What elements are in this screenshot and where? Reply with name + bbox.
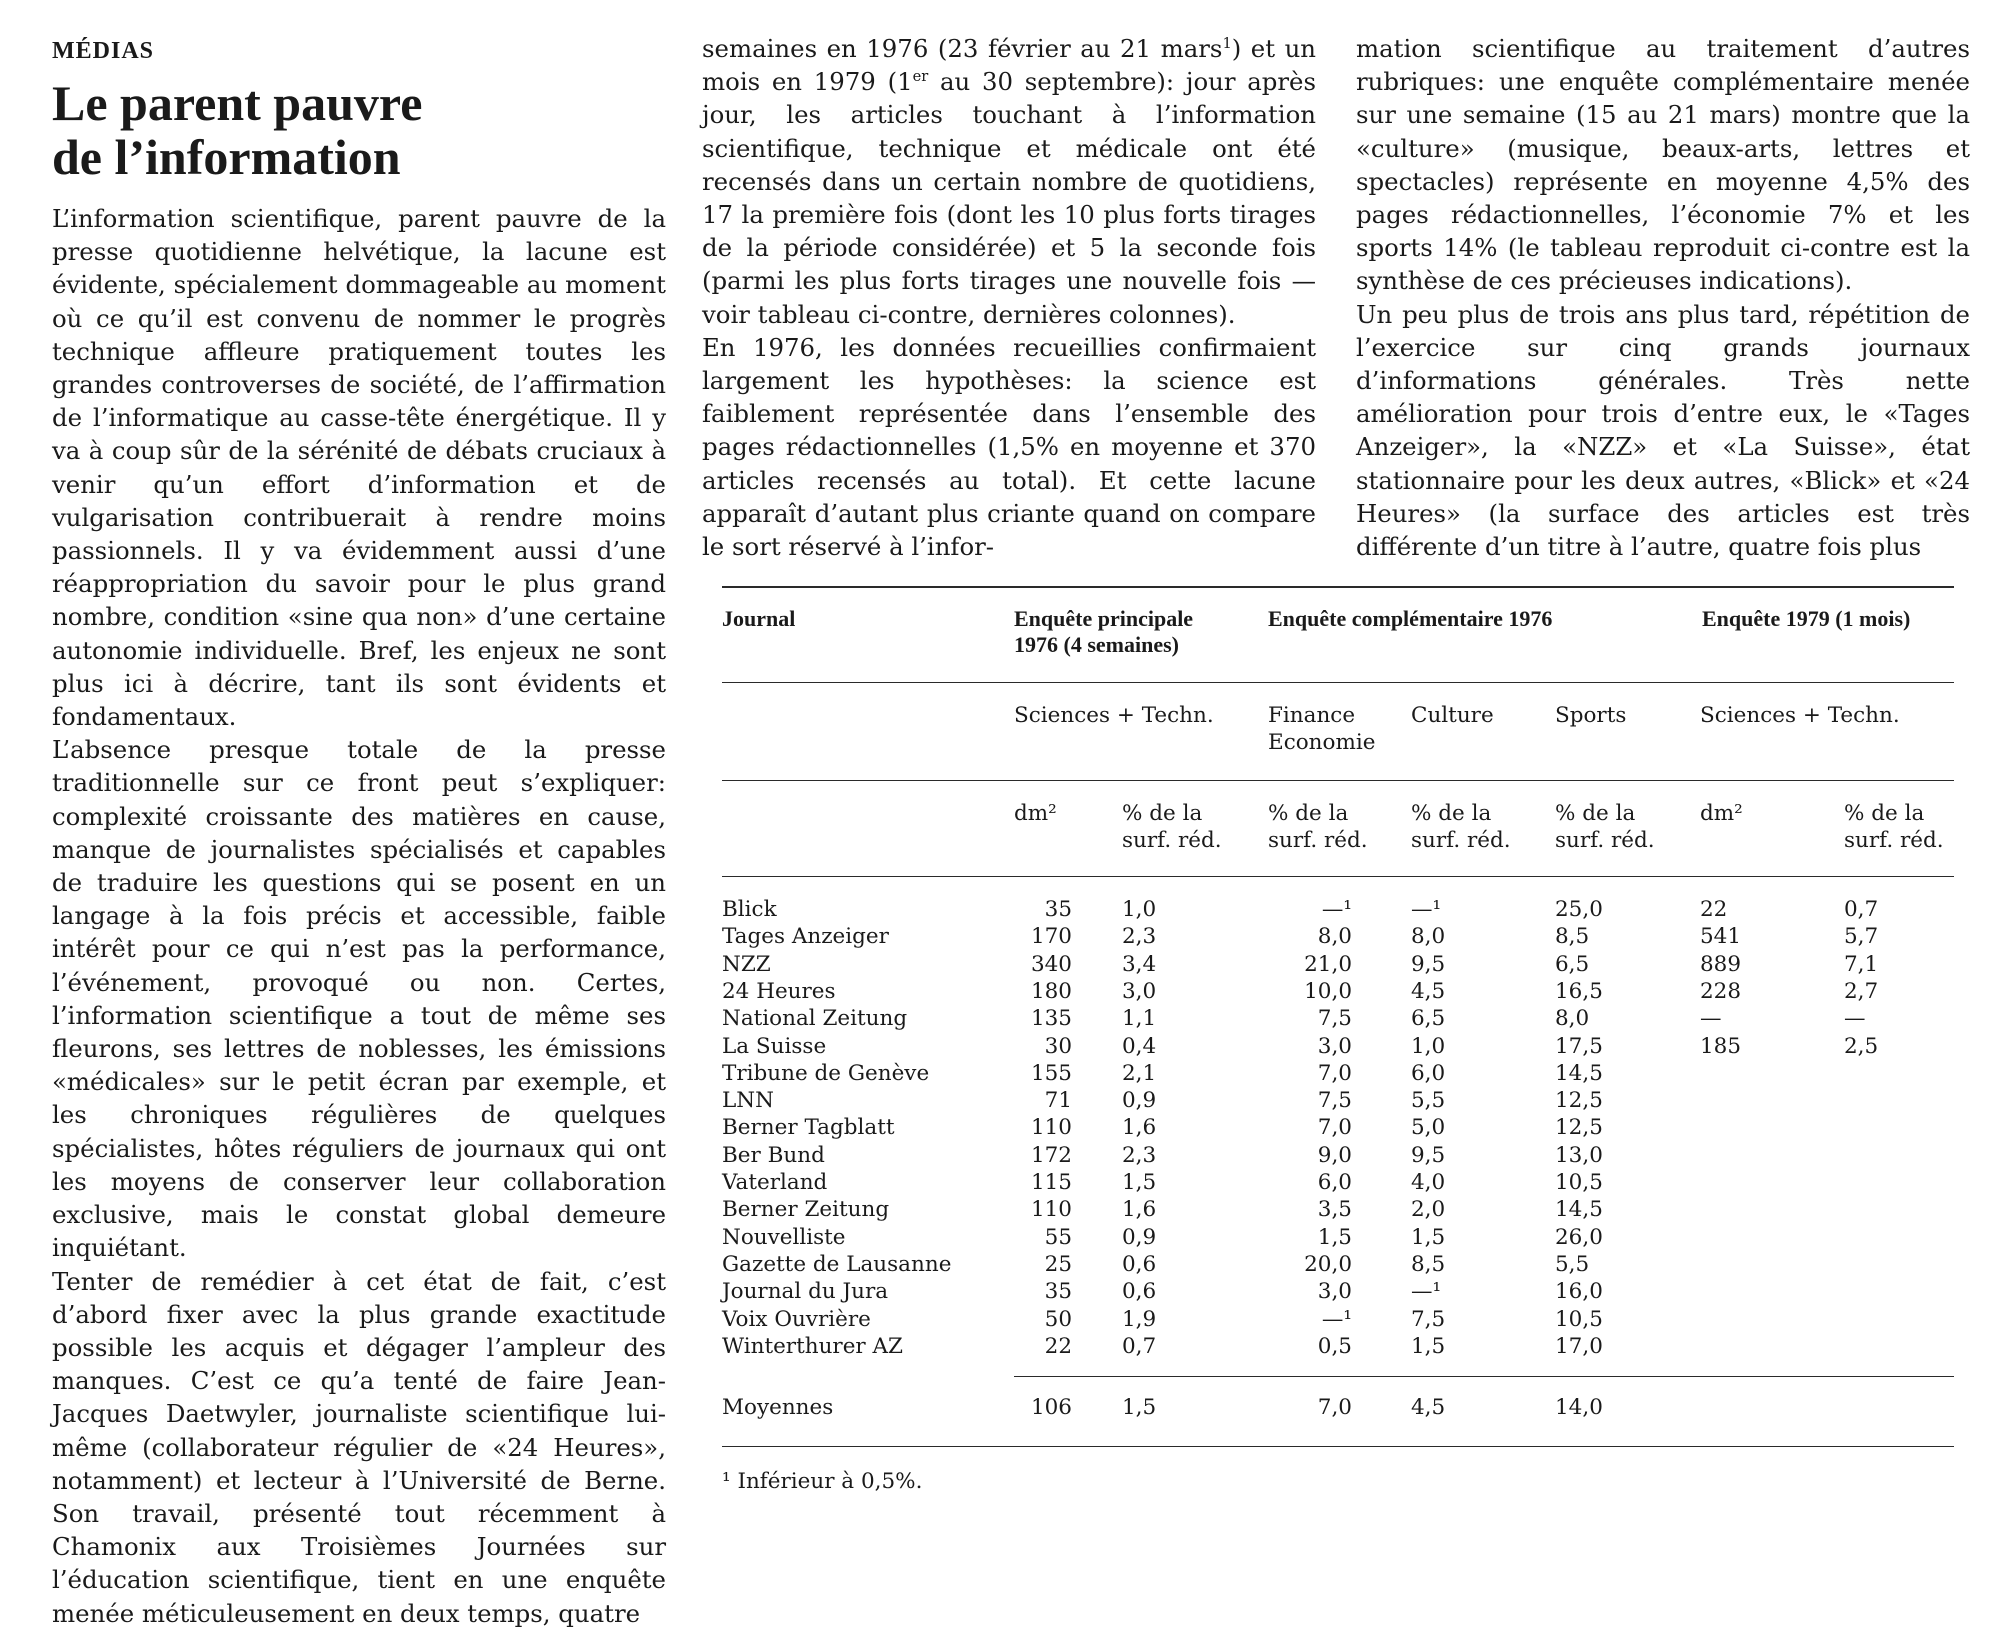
- cell-sports: 17,0: [1555, 1333, 1603, 1359]
- cell-sports: 12,5: [1555, 1088, 1603, 1114]
- cell-pct-1979: 5,7: [1844, 924, 1879, 950]
- cell-dm-1976: 50: [1044, 1306, 1072, 1332]
- unit-percent: [1555, 800, 1655, 854]
- cell-sports: 14,5: [1555, 1060, 1603, 1086]
- table-row: [722, 951, 1954, 978]
- cell-sports: 13,0: [1555, 1142, 1603, 1168]
- paragraph: L’absence presque totale de la presse traditionnelle sur ce front peut s’expliquer: complexité croissante des matières en cause, manque de journalistes spécialisés et capables de traduire les questions qui se posent en un langage à la fois précis et accessible, faible intérêt pour ce qui n’est pas la performance, l’événement, provoqué ou non. Certes, l’information scientifique a tout de même ses fleurons, ses lettres de noblesses, les émissions «médicales» sur le petit écran par exemple, et les chroniques régulières de quelques spécialistes, hôtes réguliers de journaux qui ont les moyens de conserver leur collaboration exclusive, mais le constat global demeure inquiétant.: [52, 735, 666, 1263]
- footnote-ref: 1: [1222, 34, 1232, 52]
- cell-finance: 8,0: [1317, 924, 1352, 950]
- cell-dm-1976: 110: [1030, 1197, 1072, 1223]
- article-column-2: [702, 32, 1316, 563]
- paragraph: L’information scientifique, parent pauvre de la presse quotidienne helvétique, la lacune est évidente, spécialement dommageable au moment où ce qu’il est convenu de nommer le progrès technique affleure pratiquement toutes les grandes controverses de société, de l’affirmation de l’informatique au casse-tête énergétique. Il y va à coup sûr de la sérénité de débats cruciaux à venir qu’un effort d’information et de vulgarisation contribuerait à rendre moins passionnels. Il y va évidemment aussi d’une réappropriation du savoir pour le plus grand nombre, condition «sine qua non» d’une certaine autonomie individuelle. Bref, les enjeux ne sont plus ici à décrire, tant ils sont évidents et fondamentaux.: [52, 204, 666, 732]
- cell-pct-1976: 0,7: [1122, 1333, 1157, 1359]
- cell-dm-1976: 22: [1044, 1333, 1072, 1359]
- cell-culture: 4,0: [1411, 1170, 1446, 1195]
- unit-line-1: % de la: [1268, 801, 1349, 826]
- cell-sports: 25,0: [1555, 897, 1603, 922]
- subheader-sports: Sports: [1555, 703, 1627, 728]
- section-label: MÉDIAS: [52, 38, 155, 64]
- table-footnote: ¹ Inférieur à 0,5%.: [722, 1469, 923, 1494]
- cell-journal: Blick: [722, 897, 777, 922]
- header-1979-survey: Enquête 1979 (1 mois): [1702, 606, 1911, 631]
- cell-dm-1976: 30: [1044, 1033, 1072, 1059]
- cell-culture: —¹: [1411, 897, 1442, 922]
- cell-finance: 20,0: [1304, 1251, 1352, 1277]
- header-journal: Journal: [722, 606, 796, 631]
- paragraph: Un peu plus de trois ans plus tard, répétition de l’exercice sur cinq grands journaux d’informations générales. Très nette amélioration pour trois d’entre eux, le «Tages Anzeiger», la «NZZ» et «La Suisse», état stationnaire pour les deux autres, «Blick» et «24 Heures» (la surface des articles est très différente d’un titre à l’autre, quatre fois plus: [1356, 299, 1970, 562]
- table-rule: [722, 780, 1954, 781]
- cell-journal: Berner Tagblatt: [722, 1115, 895, 1141]
- article-column-1: [52, 32, 666, 1630]
- table-row: [722, 1306, 1954, 1333]
- unit-percent: [1268, 800, 1368, 854]
- subheader-finance-line-2: Economie: [1268, 730, 1376, 755]
- cell-culture: 4,5: [1411, 978, 1446, 1004]
- unit-line-2: surf. réd.: [1268, 828, 1368, 853]
- cell-pct-1979: —: [1844, 1006, 1866, 1032]
- cell-journal: National Zeitung: [722, 1006, 908, 1032]
- cell-culture: —¹: [1411, 1279, 1442, 1305]
- cell-dm-1976: 180: [1030, 978, 1072, 1004]
- cell-journal: Tages Anzeiger: [722, 924, 889, 950]
- unit-line-1: % de la: [1122, 801, 1203, 826]
- cell-sports: 8,0: [1555, 1006, 1590, 1032]
- cell-culture: 1,0: [1411, 1033, 1446, 1059]
- cell-journal: Journal du Jura: [722, 1279, 889, 1305]
- unit-line-2: surf. réd.: [1844, 828, 1944, 853]
- cell-journal: NZZ: [722, 951, 771, 977]
- unit-line-1: % de la: [1555, 801, 1636, 826]
- cell-dm-1976: 170: [1030, 924, 1072, 950]
- cell-culture: 8,5: [1411, 1251, 1446, 1277]
- cell-pct-1976: 1,0: [1122, 897, 1157, 922]
- cell-sports: 14,5: [1555, 1197, 1603, 1223]
- text-run: semaines en 1976 (23 février au 21 mars: [702, 34, 1223, 63]
- table-row: [722, 923, 1954, 950]
- cell-finance: 9,0: [1317, 1142, 1352, 1168]
- cell-pct-1979: 7,1: [1844, 951, 1879, 977]
- table-rule: [722, 682, 1954, 683]
- unit-dm: dm²: [1700, 801, 1743, 826]
- cell-finance: —¹: [1321, 1306, 1352, 1332]
- cell-pct-1976: 1,6: [1122, 1197, 1157, 1223]
- cell-dm-1976: 55: [1044, 1224, 1072, 1250]
- unit-percent: [1411, 800, 1511, 854]
- table-rule: [722, 1446, 1954, 1447]
- cell-finance: 3,0: [1317, 1033, 1352, 1059]
- table-row: [722, 1278, 1954, 1305]
- cell-sports: 8,5: [1555, 924, 1590, 950]
- headline: [52, 76, 666, 184]
- cell-finance: 3,5: [1317, 1197, 1352, 1223]
- cell-pct-1976: 0,6: [1122, 1251, 1157, 1277]
- cell-dm-1976: 25: [1044, 1251, 1072, 1277]
- unit-dm: dm²: [1014, 801, 1057, 826]
- cell-culture: 8,0: [1411, 924, 1446, 950]
- cell-finance: 7,0: [1317, 1060, 1352, 1086]
- average-sports: 14,0: [1555, 1395, 1603, 1420]
- headline-line-1: Le parent pauvre: [52, 75, 423, 131]
- cell-dm-1976: 115: [1030, 1170, 1072, 1195]
- cell-dm-1979: 228: [1700, 978, 1742, 1004]
- ordinal-suffix: er: [912, 68, 929, 86]
- table-rule: [1014, 1376, 1954, 1377]
- cell-sports: 5,5: [1555, 1251, 1590, 1277]
- text-run: au 30 septembre): jour après jour, les articles touchant à l’information scientifique, technique et médicale ont été recensés dans un certain nombre de quotidiens, 17 la première fois (dont les 10 plus forts tirages de la période considérée) et 5 la seconde fois (parmi les plus forts tirages une nouvelle fois — voir tableau ci-contre, dernières colonnes).: [702, 67, 1316, 329]
- cell-dm-1976: 110: [1030, 1115, 1072, 1141]
- table-row: [722, 1005, 1954, 1032]
- cell-finance: 10,0: [1304, 978, 1352, 1004]
- cell-culture: 9,5: [1411, 1142, 1446, 1168]
- cell-culture: 1,5: [1411, 1333, 1446, 1359]
- cell-dm-1979: 22: [1700, 897, 1728, 922]
- cell-journal: Gazette de Lausanne: [722, 1251, 952, 1277]
- cell-culture: 9,5: [1411, 951, 1446, 977]
- cell-sports: 17,5: [1555, 1033, 1603, 1059]
- cell-finance: 6,0: [1317, 1170, 1352, 1195]
- cell-dm-1976: 71: [1044, 1088, 1072, 1114]
- cell-pct-1979: 2,5: [1844, 1033, 1879, 1059]
- cell-dm-1976: 155: [1030, 1060, 1072, 1086]
- cell-finance: 21,0: [1304, 951, 1352, 977]
- unit-line-2: surf. réd.: [1411, 828, 1511, 853]
- cell-pct-1976: 0,6: [1122, 1279, 1157, 1305]
- cell-journal: Nouvelliste: [722, 1224, 846, 1250]
- table-row: [722, 896, 1954, 923]
- table-row: [722, 1224, 1954, 1251]
- cell-sports: 16,0: [1555, 1279, 1603, 1305]
- table-row: [722, 1060, 1954, 1087]
- cell-culture: 6,0: [1411, 1060, 1446, 1086]
- header-complementary-survey: Enquête complémentaire 1976: [1268, 606, 1553, 631]
- header-main-line-2: 1976 (4 semaines): [1014, 632, 1179, 657]
- cell-finance: 7,0: [1317, 1115, 1352, 1141]
- cell-pct-1976: 0,9: [1122, 1224, 1157, 1250]
- cell-dm-1976: 135: [1030, 1006, 1072, 1032]
- subheader-finance-line-1: Finance: [1268, 703, 1356, 728]
- cell-culture: 6,5: [1411, 1006, 1446, 1032]
- cell-pct-1976: 1,9: [1122, 1306, 1157, 1332]
- cell-sports: 12,5: [1555, 1115, 1603, 1141]
- unit-line-2: surf. réd.: [1122, 828, 1222, 853]
- cell-culture: 1,5: [1411, 1224, 1446, 1250]
- cell-dm-1976: 35: [1044, 897, 1072, 922]
- cell-culture: 5,5: [1411, 1088, 1446, 1114]
- cell-dm-1979: 541: [1700, 924, 1742, 950]
- cell-sports: 10,5: [1555, 1306, 1603, 1332]
- cell-finance: 1,5: [1317, 1224, 1352, 1250]
- cell-journal: Voix Ouvrière: [722, 1306, 871, 1332]
- cell-journal: Vaterland: [722, 1170, 828, 1195]
- cell-pct-1976: 1,1: [1122, 1006, 1157, 1032]
- cell-dm-1979: 889: [1700, 951, 1742, 977]
- cell-culture: 5,0: [1411, 1115, 1446, 1141]
- cell-pct-1979: 2,7: [1844, 978, 1879, 1004]
- cell-pct-1976: 1,5: [1122, 1170, 1157, 1195]
- subheader-culture: Culture: [1411, 703, 1494, 728]
- table-row: [722, 1087, 1954, 1114]
- cell-finance: 7,5: [1317, 1006, 1352, 1032]
- cell-journal: LNN: [722, 1088, 774, 1114]
- cell-journal: Berner Zeitung: [722, 1197, 890, 1223]
- cell-journal: Ber Bund: [722, 1142, 825, 1168]
- cell-finance: —¹: [1321, 897, 1352, 922]
- cell-sports: 6,5: [1555, 951, 1590, 977]
- cell-journal: 24 Heures: [722, 978, 836, 1004]
- cell-culture: 2,0: [1411, 1197, 1446, 1223]
- table-row: [722, 1033, 1954, 1060]
- table-row: [722, 1251, 1954, 1278]
- cell-dm-1976: 172: [1030, 1142, 1072, 1168]
- cell-journal: La Suisse: [722, 1033, 827, 1059]
- table-row: [722, 1333, 1954, 1360]
- table-row: [722, 1196, 1954, 1223]
- headline-line-2: de l’information: [52, 129, 401, 185]
- average-culture: 4,5: [1411, 1395, 1446, 1420]
- cell-pct-1976: 0,4: [1122, 1033, 1157, 1059]
- unit-percent: [1844, 800, 1944, 854]
- unit-line-2: surf. réd.: [1555, 828, 1655, 853]
- cell-finance: 0,5: [1317, 1333, 1352, 1359]
- cell-pct-1976: 3,0: [1122, 978, 1157, 1004]
- cell-finance: 7,5: [1317, 1088, 1352, 1114]
- paragraph: mation scientifique au traitement d’autres rubriques: une enquête complémentaire menée sur une semaine (15 au 21 mars) montre que la «culture» (musique, beaux-arts, lettres et spectacles) représente en moyenne 4,5% des pages rédactionnelles, l’économie 7% et les sports 14% (le tableau reproduit ci-contre est la synthèse de ces précieuses indications).: [1356, 34, 1970, 296]
- cell-pct-1976: 0,9: [1122, 1088, 1157, 1114]
- cell-dm-1976: 340: [1030, 951, 1072, 977]
- cell-dm-1976: 35: [1044, 1279, 1072, 1305]
- paragraph: [702, 32, 1316, 331]
- table-rule: [722, 876, 1954, 877]
- subheader-sciences: Sciences + Techn.: [1014, 703, 1214, 728]
- table-row: [722, 1114, 1954, 1141]
- paragraph: Tenter de remédier à cet état de fait, c’est d’abord fixer avec la plus grande exactitude possible les acquis et dégager l’ampleur des manques. C’est ce qu’a tenté de faire Jean-Jacques Daetwyler, journaliste scientifique lui-même (collaborateur régulier de «24 Heures», notamment) et lecteur à l’Université de Berne. Son travail, présenté tout récemment à Chamonix aux Troisièmes Journées sur l’éducation scientifique, tient en une enquête menée méticuleusement en deux temps, quatre: [52, 1266, 666, 1628]
- cell-pct-1976: 2,3: [1122, 1142, 1157, 1168]
- average-pct: 1,5: [1122, 1395, 1157, 1420]
- header-main-survey: [1014, 606, 1193, 658]
- cell-dm-1979: —: [1700, 1006, 1722, 1032]
- table-row: [722, 1169, 1954, 1196]
- cell-pct-1976: 1,6: [1122, 1115, 1157, 1141]
- cell-pct-1976: 3,4: [1122, 951, 1157, 977]
- average-dm: 106: [1030, 1395, 1072, 1420]
- table-row: [722, 978, 1954, 1005]
- cell-culture: 7,5: [1411, 1306, 1446, 1332]
- article-column-3: [1356, 32, 1970, 563]
- cell-journal: Tribune de Genève: [722, 1060, 930, 1086]
- table-row: [722, 1142, 1954, 1169]
- subheader-sciences-1979: Sciences + Techn.: [1700, 703, 1900, 728]
- unit-line-1: % de la: [1844, 801, 1925, 826]
- cell-sports: 16,5: [1555, 978, 1603, 1004]
- unit-percent: [1122, 800, 1222, 854]
- unit-line-1: % de la: [1411, 801, 1492, 826]
- cell-pct-1976: 2,1: [1122, 1060, 1157, 1086]
- cell-journal: Winterthurer AZ: [722, 1333, 903, 1359]
- subheader-finance: [1268, 702, 1375, 756]
- text-run: ) et un mois en 1979 (1: [702, 34, 1316, 97]
- cell-dm-1979: 185: [1700, 1033, 1742, 1059]
- average-finance: 7,0: [1317, 1395, 1352, 1420]
- cell-sports: 26,0: [1555, 1224, 1603, 1250]
- average-row: [722, 1394, 1954, 1421]
- cell-finance: 3,0: [1317, 1279, 1352, 1305]
- paragraph: En 1976, les données recueillies confirmaient largement les hypothèses: la science est faiblement représentée dans l’ensemble des pages rédactionnelles (1,5% en moyenne et 370 articles recensés au total). Et cette lacune apparaît d’autant plus criante quand on compare le sort réservé à l’infor-: [702, 332, 1316, 562]
- cell-pct-1979: 0,7: [1844, 897, 1879, 922]
- table-rule: [722, 586, 1954, 588]
- cell-sports: 10,5: [1555, 1170, 1603, 1195]
- header-main-line-1: Enquête principale: [1014, 606, 1194, 631]
- cell-pct-1976: 2,3: [1122, 924, 1157, 950]
- average-label: Moyennes: [722, 1395, 834, 1420]
